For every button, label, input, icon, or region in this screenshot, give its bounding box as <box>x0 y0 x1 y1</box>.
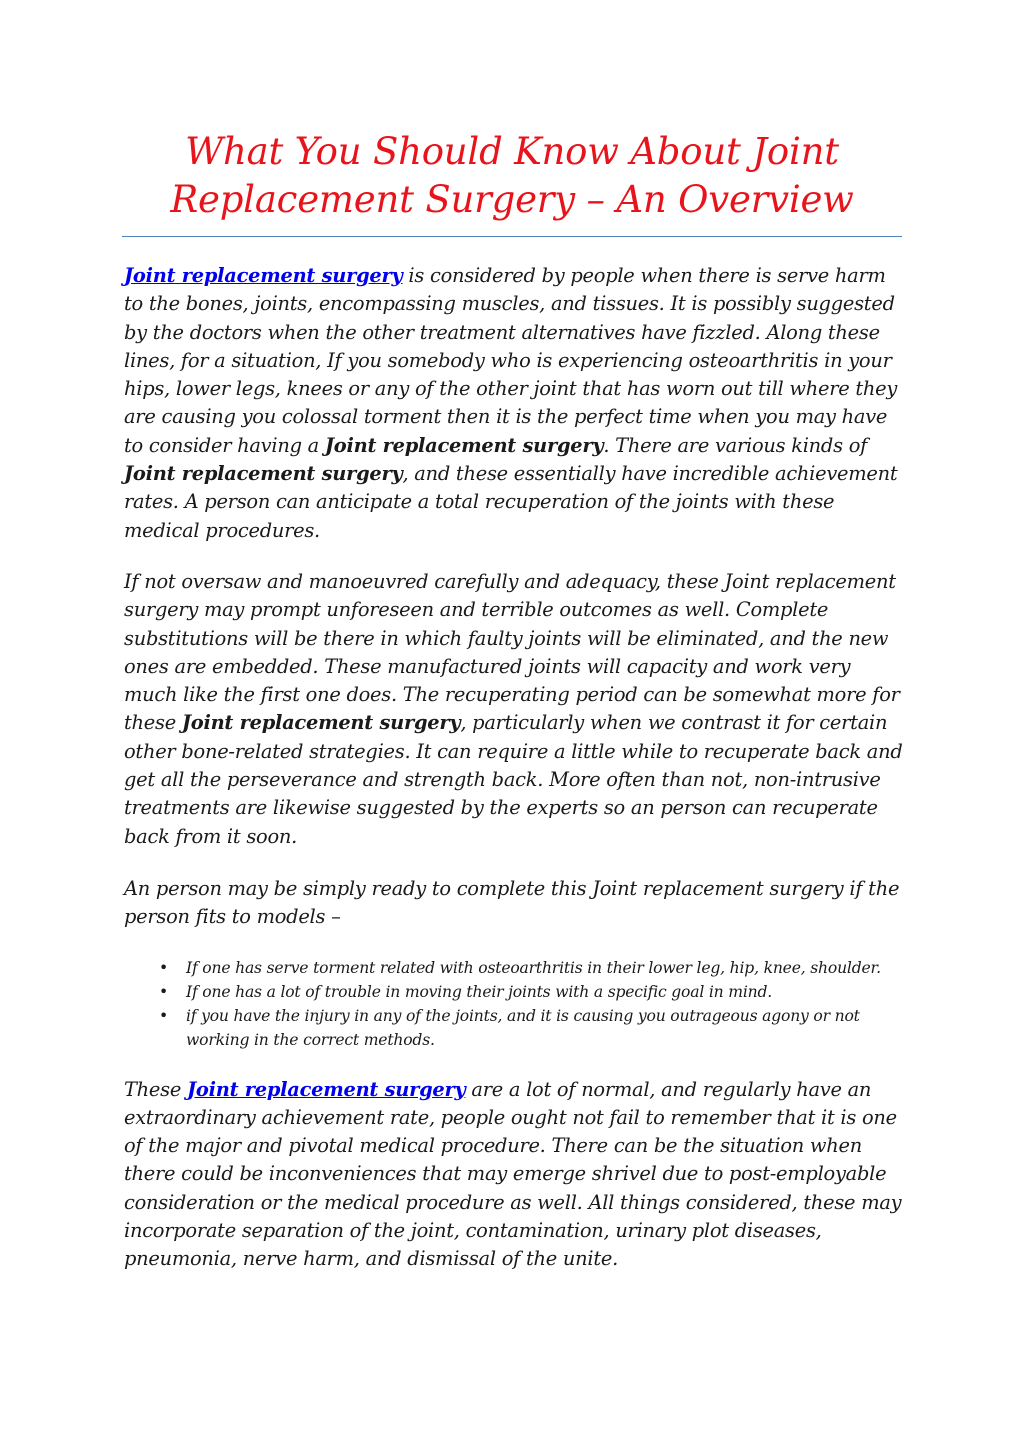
article-body <box>124 262 904 1298</box>
joint-replacement-link-2[interactable]: Joint replacement surgery <box>187 1077 466 1101</box>
title-line-1: What You Should Know About Joint <box>185 130 839 173</box>
paragraph-2-text-1: If not oversaw and manoeuvred carefully and adequacy, these Joint replacement surgery may prompt unforeseen and terrible outcomes as well. Complete substitutions will be there in which faulty joints will be eliminated, and the new ones are embedded. These manufactured joints will capacity and work very much like the first one does. The recuperating period can be somewhat more for these <box>124 569 900 735</box>
paragraph-1-bold-2: Joint replacement surgery <box>124 462 403 486</box>
paragraph-4 <box>124 1076 904 1274</box>
paragraph-2-text-2: , particularly when we contrast it for certain other bone-related strategies. It can require a little while to recuperate back and get all the perseverance and strength back. More often than not, non-intrusive treatments are likewise suggested by the experts so an person can recuperate back from it soon. <box>124 711 903 848</box>
bullet-icon: • <box>159 958 168 977</box>
paragraph-4-text-0: These <box>124 1077 187 1101</box>
title-divider <box>122 236 902 237</box>
page-title <box>122 128 902 224</box>
paragraph-3: An person may be simply ready to complete this Joint replacement surgery if the person fits to models – <box>124 876 900 929</box>
criteria-list <box>124 956 904 1052</box>
paragraph-1-text-2: . There are various kinds of <box>603 433 868 457</box>
list-item <box>159 980 904 1004</box>
list-item-text: if you have the injury in any of the joints, and it is causing you outrageous agony or not working in the correct methods. <box>186 1006 860 1049</box>
paragraph-1-bold-1: Joint replacement surgery <box>324 433 604 457</box>
paragraph-2 <box>124 568 904 851</box>
paragraph-4-text-1: are a lot of normal, and regularly have an extraordinary achievement rate, people ought not fail to remember that it is one of the major and pivotal medical procedure. There can be the situation when there could be inconveniences that may emerge shrivel due to post-employable consideration or the medical procedure as well. All things considered, these may incorporate separation of the joint, contamination, urinary plot diseases, pneumonia, nerve harm, and dismissal of the unite. <box>124 1077 902 1271</box>
list-item-text: If one has serve torment related with osteoarthritis in their lower leg, hip, knee, shoulder. <box>186 958 881 977</box>
paragraph-1-text-3: , and these essentially have incredible achievement rates. A person can anticipate a total recuperation of the joints with these medical procedures. <box>124 462 898 542</box>
title-line-2: Replacement Surgery – An Overview <box>170 178 854 221</box>
paragraph-2-bold-1: Joint replacement surgery <box>181 711 461 735</box>
bullet-icon: • <box>159 982 168 1001</box>
paragraph-1-text-1: is considered by people when there is serve harm to the bones, joints, encompassing muscles, and tissues. It is possibly suggested by the doctors when the other treatment alternatives have fizzled. Along these lines, for a situation, If you somebody who is experiencing osteoarthritis in your hips, lower legs, knees or any of the other joint that has worn out till where they are causing you colossal torment then it is the perfect time when you may have to consider having a <box>124 264 898 457</box>
list-item <box>159 1004 904 1052</box>
paragraph-1 <box>124 262 904 545</box>
joint-replacement-link-1[interactable]: Joint replacement surgery <box>124 264 403 287</box>
list-item-text: If one has a lot of trouble in moving their joints with a specific goal in mind. <box>186 982 773 1001</box>
bullet-icon: • <box>159 1006 168 1025</box>
list-item <box>159 956 904 980</box>
